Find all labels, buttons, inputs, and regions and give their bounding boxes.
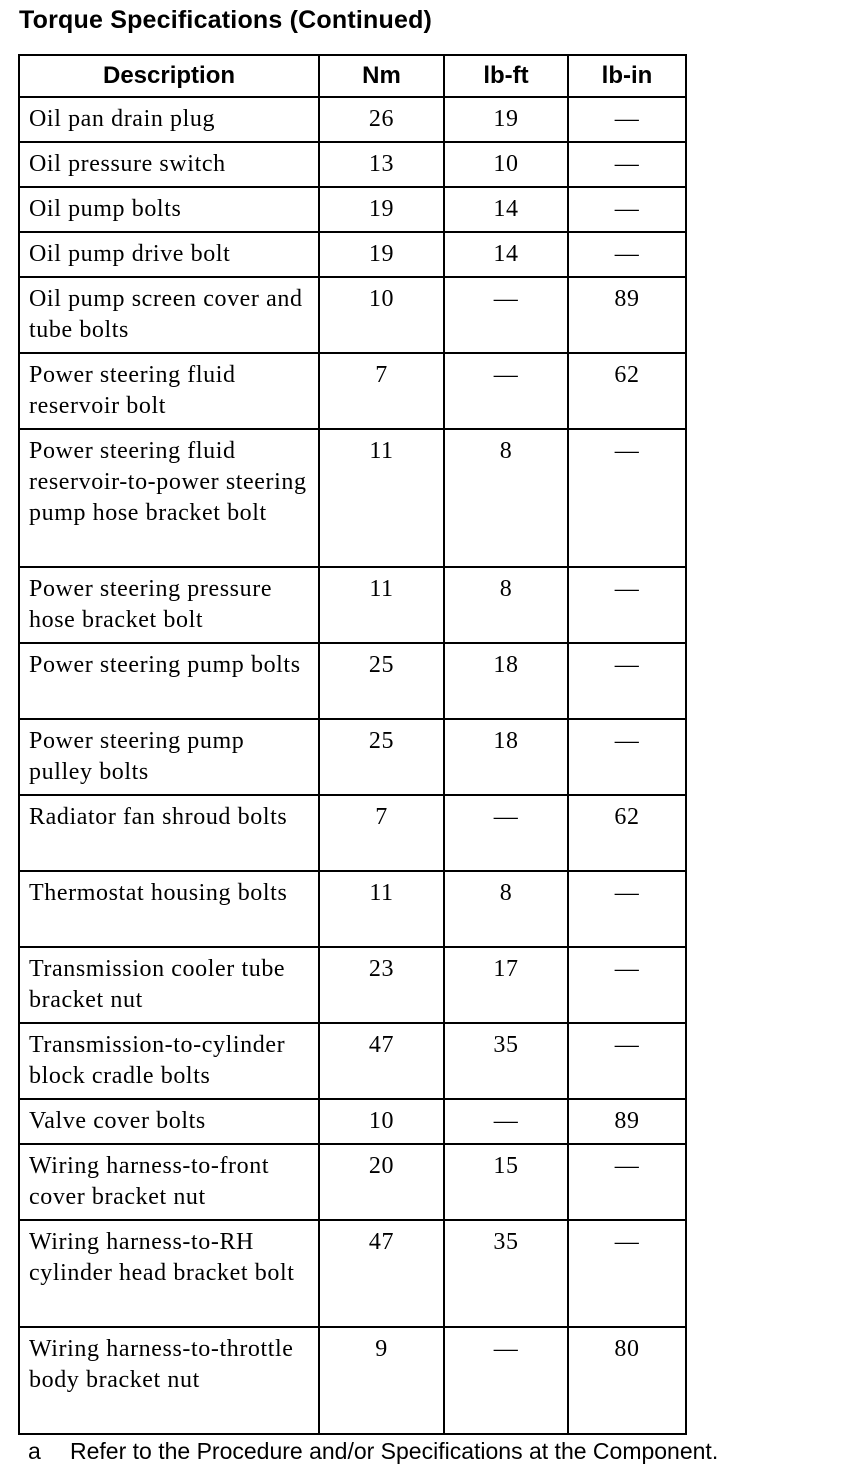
cell-lb-in: 62 — [568, 795, 686, 871]
table-row — [19, 1023, 686, 1099]
cell-description: Power steering fluid reservoir bolt — [19, 353, 319, 429]
cell-nm: 26 — [319, 97, 444, 142]
header-description: Description — [19, 55, 319, 97]
cell-lb-in: — — [568, 142, 686, 187]
cell-lb-ft: — — [444, 277, 568, 353]
cell-lb-ft: 14 — [444, 187, 568, 232]
cell-nm: 47 — [319, 1023, 444, 1099]
table-row — [19, 1144, 686, 1220]
cell-nm: 23 — [319, 947, 444, 1023]
table-row — [19, 947, 686, 1023]
table-row — [19, 97, 686, 142]
table-row — [19, 795, 686, 871]
cell-description: Wiring harness-to-front cover bracket nut — [19, 1144, 319, 1220]
cell-lb-ft: — — [444, 795, 568, 871]
cell-lb-ft: 14 — [444, 232, 568, 277]
cell-nm: 19 — [319, 187, 444, 232]
cell-lb-in: — — [568, 947, 686, 1023]
cell-lb-in: — — [568, 429, 686, 567]
table-row — [19, 1099, 686, 1144]
cell-nm: 11 — [319, 871, 444, 947]
cell-lb-ft: 18 — [444, 719, 568, 795]
cell-nm: 25 — [319, 643, 444, 719]
page-title: Torque Specifications (Continued) — [19, 6, 433, 34]
cell-description: Radiator fan shroud bolts — [19, 795, 319, 871]
cell-description: Oil pump bolts — [19, 187, 319, 232]
torque-spec-table — [18, 54, 687, 1435]
cell-nm: 7 — [319, 795, 444, 871]
cell-lb-in: — — [568, 232, 686, 277]
cell-lb-ft: 15 — [444, 1144, 568, 1220]
cell-lb-ft: 19 — [444, 97, 568, 142]
table-row — [19, 1327, 686, 1434]
cell-lb-in: 80 — [568, 1327, 686, 1434]
cell-lb-in: — — [568, 97, 686, 142]
cell-lb-ft: 8 — [444, 567, 568, 643]
footnote-text: Refer to the Procedure and/or Specifications at the Component. — [70, 1438, 719, 1464]
cell-nm: 10 — [319, 1099, 444, 1144]
cell-nm: 47 — [319, 1220, 444, 1327]
cell-lb-in: 62 — [568, 353, 686, 429]
cell-lb-ft: — — [444, 1099, 568, 1144]
table-row — [19, 871, 686, 947]
cell-description: Power steering pump pulley bolts — [19, 719, 319, 795]
cell-nm: 11 — [319, 429, 444, 567]
cell-lb-in: 89 — [568, 277, 686, 353]
cell-description: Oil pump drive bolt — [19, 232, 319, 277]
header-lb-ft: lb-ft — [444, 55, 568, 97]
table-row — [19, 277, 686, 353]
cell-description: Power steering pressure hose bracket bolt — [19, 567, 319, 643]
table-row — [19, 232, 686, 277]
table-row — [19, 353, 686, 429]
table-row — [19, 1220, 686, 1327]
cell-lb-ft: 10 — [444, 142, 568, 187]
cell-description: Wiring harness-to-RH cylinder head bracket bolt — [19, 1220, 319, 1327]
cell-nm: 11 — [319, 567, 444, 643]
cell-nm: 25 — [319, 719, 444, 795]
cell-lb-ft: — — [444, 353, 568, 429]
cell-nm: 20 — [319, 1144, 444, 1220]
cell-lb-in: — — [568, 1023, 686, 1099]
table-row — [19, 142, 686, 187]
cell-lb-in: — — [568, 719, 686, 795]
cell-lb-in: — — [568, 567, 686, 643]
cell-description: Transmission-to-cylinder block cradle bolts — [19, 1023, 319, 1099]
table-row — [19, 429, 686, 567]
cell-lb-in: — — [568, 187, 686, 232]
cell-description: Oil pan drain plug — [19, 97, 319, 142]
cell-description: Power steering pump bolts — [19, 643, 319, 719]
cell-description: Thermostat housing bolts — [19, 871, 319, 947]
table-row — [19, 567, 686, 643]
cell-lb-in: — — [568, 1220, 686, 1327]
cell-lb-ft: 8 — [444, 871, 568, 947]
cell-description: Valve cover bolts — [19, 1099, 319, 1144]
cell-lb-in: — — [568, 643, 686, 719]
table-row — [19, 719, 686, 795]
cell-description: Oil pressure switch — [19, 142, 319, 187]
cell-nm: 19 — [319, 232, 444, 277]
footnote — [28, 1438, 718, 1465]
cell-lb-ft: 8 — [444, 429, 568, 567]
cell-lb-ft: 35 — [444, 1023, 568, 1099]
cell-description: Power steering fluid reservoir-to-power steering pump hose bracket bolt — [19, 429, 319, 567]
cell-nm: 13 — [319, 142, 444, 187]
cell-description: Wiring harness-to-throttle body bracket nut — [19, 1327, 319, 1434]
table-row — [19, 187, 686, 232]
cell-lb-ft: 17 — [444, 947, 568, 1023]
cell-lb-in: — — [568, 871, 686, 947]
cell-lb-ft: — — [444, 1327, 568, 1434]
cell-nm: 7 — [319, 353, 444, 429]
cell-description: Oil pump screen cover and tube bolts — [19, 277, 319, 353]
cell-description: Transmission cooler tube bracket nut — [19, 947, 319, 1023]
cell-lb-ft: 18 — [444, 643, 568, 719]
footnote-marker: a — [28, 1438, 41, 1464]
cell-lb-in: 89 — [568, 1099, 686, 1144]
cell-lb-ft: 35 — [444, 1220, 568, 1327]
cell-nm: 9 — [319, 1327, 444, 1434]
table-row — [19, 643, 686, 719]
header-nm: Nm — [319, 55, 444, 97]
cell-lb-in: — — [568, 1144, 686, 1220]
cell-nm: 10 — [319, 277, 444, 353]
table-header-row — [19, 55, 686, 97]
header-lb-in: lb-in — [568, 55, 686, 97]
